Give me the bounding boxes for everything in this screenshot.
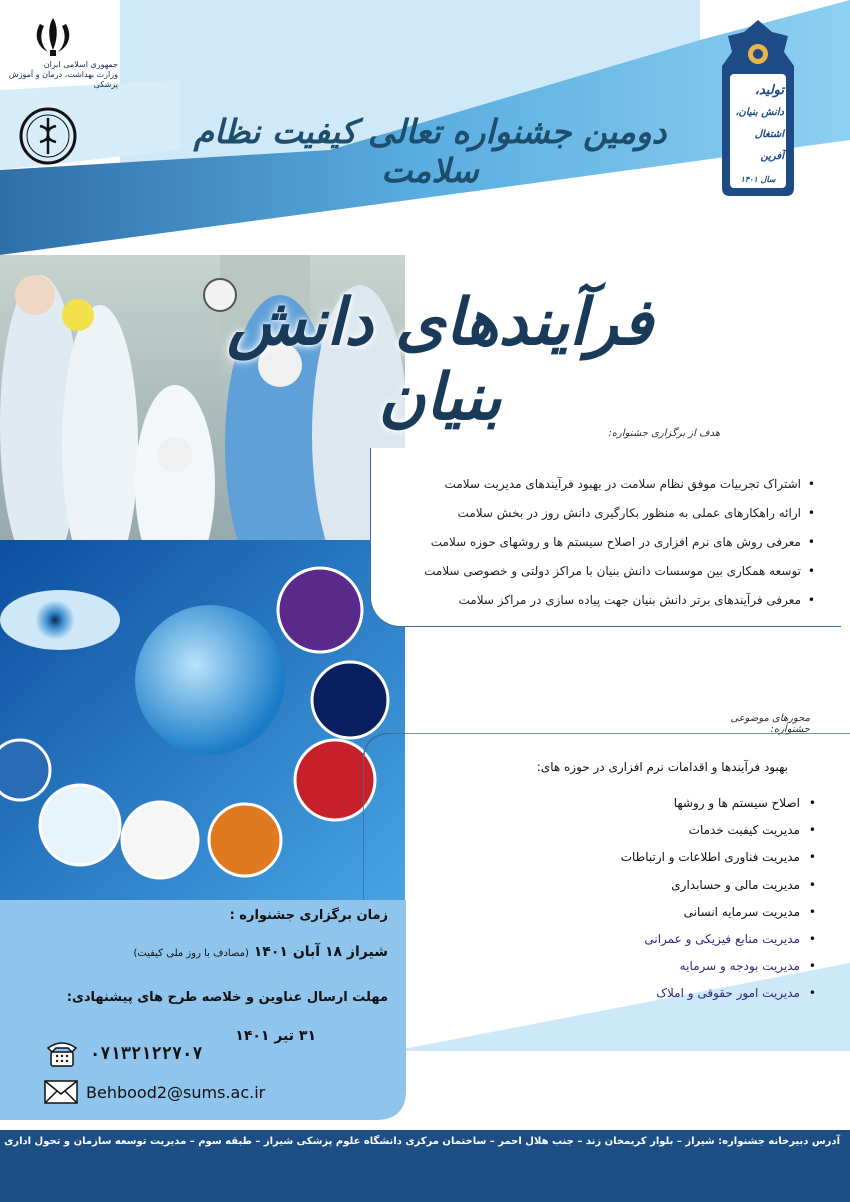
deadline-heading: مهلت ارسال عناوین و خلاصه طرح های پیشنهادی: (66, 990, 388, 1005)
axes-item: • مدیریت فناوری اطلاعات و ارتباطات (516, 844, 816, 871)
axes-heading: محورهای موضوعی جشنواره: (730, 713, 810, 735)
phone-number[interactable]: ۰۷۱۳۲۱۲۲۷۰۷ (90, 1044, 203, 1064)
event-date-heading: زمان برگزاری جشنواره : (229, 908, 388, 923)
science-collage (0, 540, 405, 920)
email-address[interactable]: Behbood2@sums.ac.ir (86, 1083, 266, 1102)
email-icon (44, 1080, 78, 1104)
ministry-line-1: جمهوری اسلامی ایران (43, 60, 118, 69)
axes-item: • مدیریت سرمایه انسانی (516, 899, 816, 926)
axes-item: • مدیریت کیفیت خدمات (516, 817, 816, 844)
festival-title: دومین جشنواره تعالی کیفیت نظام سلامت (193, 112, 667, 190)
event-date-note: (مصادف با روز ملی کیفیت) (133, 948, 249, 959)
goal-item: • معرفی فرآیندهای برتر دانش بنیان جهت پیاده سازی در مراکز سلامت (375, 586, 815, 615)
axes-list (516, 790, 816, 1008)
goal-item: • معرفی روش های نرم افزاری در اصلاح سیستم ها و روشهای حوزه سلامت (375, 528, 815, 557)
goal-box (370, 448, 841, 627)
goal-item: • ارائه راهکارهای عملی به منظور بکارگیری دانش روز در بخش سلامت (375, 499, 815, 528)
event-date (133, 944, 388, 960)
axes-item: • مدیریت بودجه و سرمایه (516, 953, 816, 980)
slogan-year: سال ۱۴۰۱ (740, 174, 776, 184)
goal-heading: هدف از برگزاری جشنواره: (608, 428, 720, 439)
phone-icon (44, 1040, 80, 1068)
university-logo-icon (18, 106, 78, 166)
axes-intro: بهبود فرآیندها و اقدامات نرم افزاری در حوزه های: (536, 760, 788, 774)
axes-item: • مدیریت منابع فیزیکی و عمرانی (516, 926, 816, 953)
deadline-date: ۳۱ تیر ۱۴۰۱ (235, 1028, 316, 1044)
footer-address: آدرس دبیرخانه جشنواره: شیراز – بلوار کریمخان زند – جنب هلال احمر – ساختمان مرکزی دانشگاه علوم پزشکی شیراز – طبقه سوم – مدیریت توسعه سازمان و تحول اداری (4, 1136, 840, 1147)
axes-item: • مدیریت مالی و حسابداری (516, 872, 816, 899)
axes-item: • مدیریت امور حقوقی و املاک (516, 980, 816, 1007)
slogan-line-1: تولید، (754, 83, 784, 98)
iran-emblem-icon (28, 14, 78, 58)
ministry-name (8, 60, 118, 90)
goal-item: • اشتراک تجربیات موفق نظام سلامت در بهبود فرآیندهای مدیریت سلامت (375, 470, 815, 499)
main-title: فرآیندهای دانش بنیان (227, 285, 653, 435)
ministry-line-2: وزارت بهداشت، درمان و آموزش پزشکی (8, 70, 118, 89)
slogan-line-2: دانش بنیان، (735, 107, 784, 118)
slogan-line-3: اشتغال آفرین (754, 129, 784, 162)
axes-item: • اصلاح سیستم ها و روشها (516, 790, 816, 817)
slogan-text (732, 80, 784, 190)
goal-item: • توسعه همکاری بین موسسات دانش بنیان با مراکز دولتی و خصوصی سلامت (375, 557, 815, 586)
goal-list (375, 470, 815, 615)
event-date-value: شیراز ۱۸ آبان ۱۴۰۱ (253, 944, 388, 960)
